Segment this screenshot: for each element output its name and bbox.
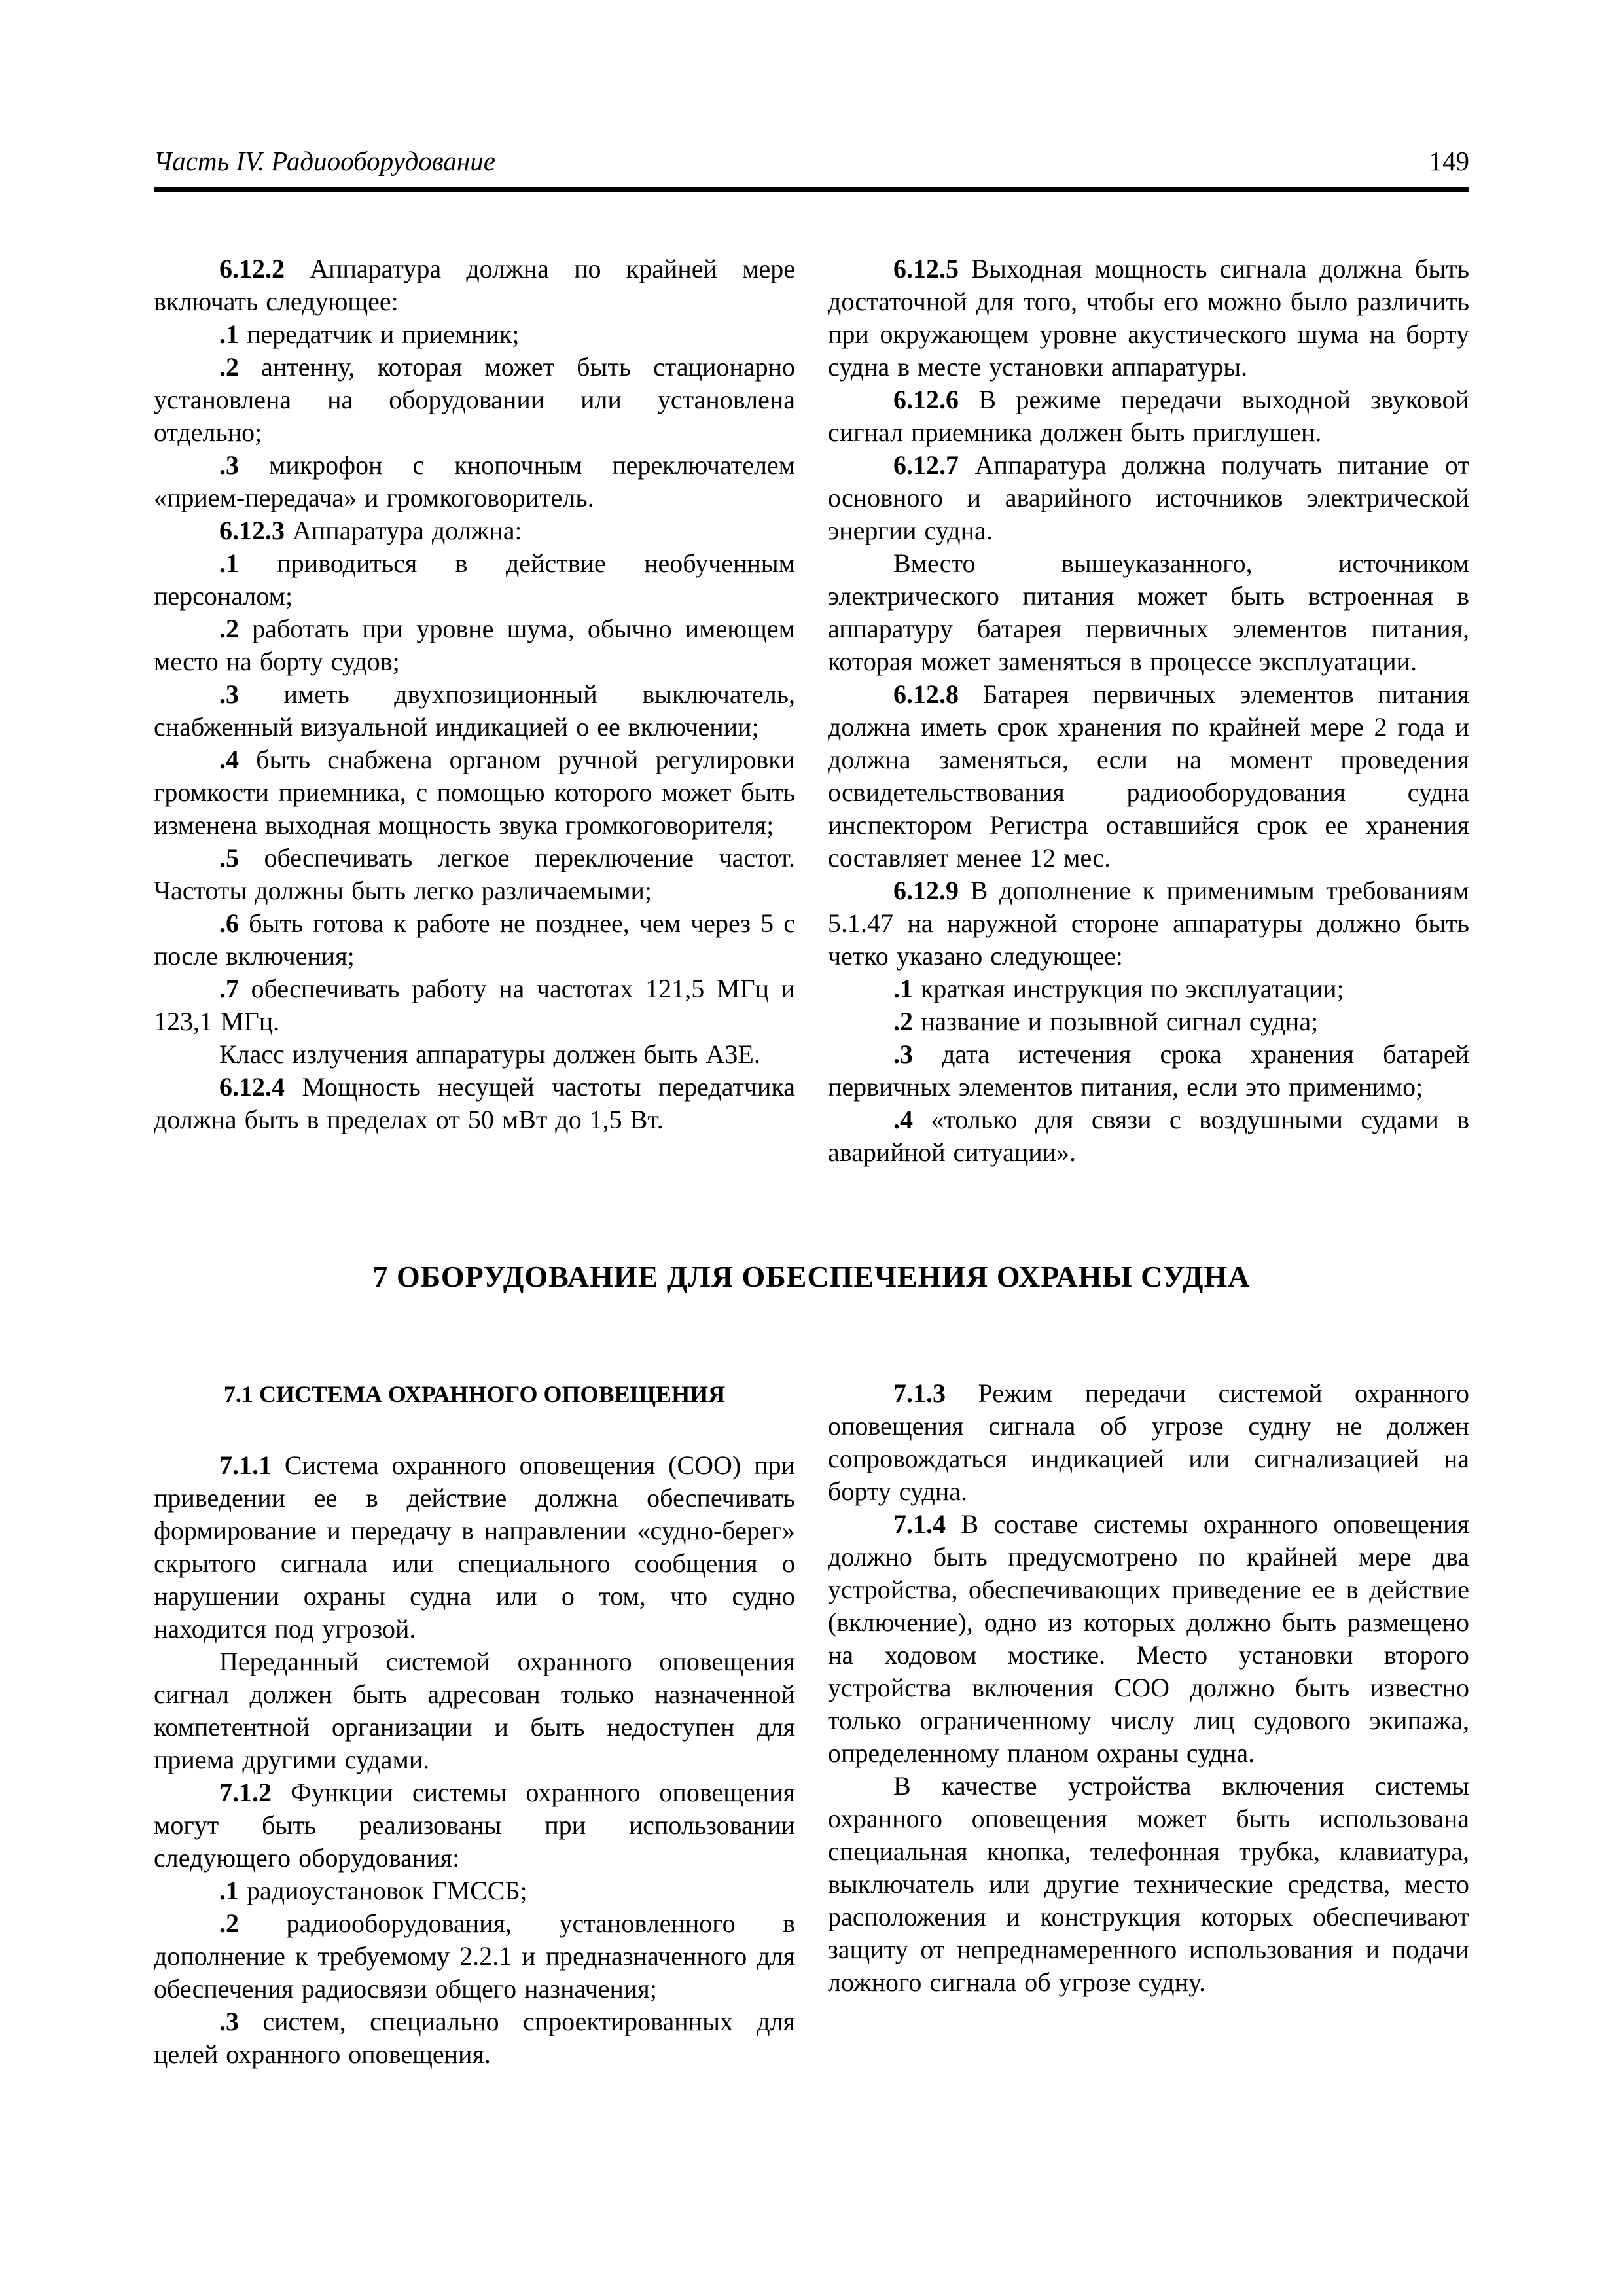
clause-number: 6.12.8 (893, 679, 959, 709)
paragraph: .2 название и позывной сигнал судна; (893, 1007, 1319, 1036)
clause-number: 7.1.2 (219, 1778, 272, 1807)
clause-number: .1 (219, 319, 239, 349)
clause-number: 6.12.2 (219, 254, 285, 283)
page-header (154, 145, 1469, 187)
clause-number: .3 (219, 450, 239, 480)
right-column-bottom (828, 1377, 1469, 2071)
bottom-section (154, 1377, 1469, 2071)
paragraph: .1 краткая инструкция по эксплуатации; (893, 974, 1344, 1003)
paragraph: 6.12.2 Аппаратура должна по крайней мере включать следующее: (154, 254, 795, 316)
clause-number: .2 (219, 1909, 239, 1938)
chapter-heading: 7 ОБОРУДОВАНИЕ ДЛЯ ОБЕСПЕЧЕНИЯ ОХРАНЫ СУДНА (372, 1260, 1251, 1293)
paragraph: Вместо вышеуказанного, источником электрического питания может быть встроенная в аппаратуру батарея первичных элементов питания, которая может заменяться в процессе эксплуатации. (828, 548, 1469, 676)
paragraph: .2 радиооборудования, установленного в дополнение к требуемому 2.2.1 и предназначенного для обеспечения радиосвязи общего назначения; (154, 1909, 795, 2003)
paragraph: 7.1.1 Система охранного оповещения (СОО) при приведении ее в действие должна обеспечивать формирование и передачу в направлении «судно-берег» скрытого сигнала или специального сообщения о нарушении охраны судна или о том, что судно находится под угрозой. (154, 1450, 795, 1643)
document-page (154, 0, 1469, 2071)
left-column-top (154, 253, 795, 1169)
clause-number: .4 (893, 1105, 913, 1134)
paragraph: 6.12.3 Аппаратура должна: (219, 516, 522, 545)
clause-number: 7.1.4 (893, 1509, 946, 1539)
paragraph: Класс излучения аппаратуры должен быть А3Е. (219, 1039, 760, 1069)
clause-number: .2 (893, 1007, 913, 1036)
paragraph: 6.12.5 Выходная мощность сигнала должна быть достаточной для того, чтобы его можно было различить при окружающем уровне акустического шума на борту судна в месте установки аппаратуры. (828, 254, 1469, 382)
left-column-bottom-paragraphs (154, 1449, 795, 2071)
page-number: 149 (1429, 146, 1469, 176)
left-column-bottom (154, 1377, 795, 2071)
paragraph: 6.12.9 В дополнение к применимым требованиям 5.1.47 на наружной стороне аппаратуры должно быть четко указано следующее: (828, 876, 1469, 971)
clause-number: 6.12.7 (893, 450, 959, 480)
paragraph: 7.1.2 Функции системы охранного оповещения могут быть реализованы при использовании следующего оборудования: (154, 1778, 795, 1873)
clause-number: 6.12.5 (893, 254, 959, 283)
clause-number: .2 (219, 352, 239, 382)
clause-number: .1 (219, 1876, 239, 1905)
clause-number: .3 (893, 1039, 913, 1069)
paragraph: .4 быть снабжена органом ручной регулировки громкости приемника, с помощью которого может быть изменена выходная мощность звука громкоговорителя; (154, 745, 795, 840)
paragraph: Переданный системой охранного оповещения сигнал должен быть адресован только назначенной компетентной организации и быть недоступен для приема другими судами. (154, 1647, 795, 1774)
clause-number: 6.12.6 (893, 385, 959, 414)
clause-number: 6.12.3 (219, 516, 285, 545)
clause-number: .3 (219, 679, 239, 709)
paragraph: .5 обеспечивать легкое переключение частот. Частоты должны быть легко различаемыми; (154, 843, 795, 905)
paragraph: .4 «только для связи с воздушными судами в аварийной ситуации». (828, 1105, 1469, 1167)
paragraph: .1 радиоустановок ГМССБ; (219, 1876, 527, 1905)
paragraph: .1 приводиться в действие необученным персоналом; (154, 548, 795, 611)
clause-number: .1 (219, 548, 239, 578)
clause-number: .5 (219, 843, 239, 872)
paragraph: 6.12.7 Аппаратура должна получать питание от основного и аварийного источников электрической энергии судна. (828, 450, 1469, 545)
paragraph: .2 антенну, которая может быть стационарно установлена на оборудовании или установлена отдельно; (154, 352, 795, 447)
paragraph: В качестве устройства включения системы охранного оповещения может быть использована специальная кнопка, телефонная трубка, клавиатура, выключатель или другие технические средства, место расположения и конструкция которых обеспечивают защиту от непреднамеренного использования и подачи ложного сигнала об угрозе судну. (828, 1771, 1469, 1997)
paragraph: .3 дата истечения срока хранения батарей первичных элементов питания, если это применимо; (828, 1039, 1469, 1102)
paragraph: 7.1.4 В составе системы охранного оповещения должно быть предусмотрено по крайней мере два устройства, обеспечивающих приведение ее в действие (включение), одно из которых должно быть размещено на ходовом мостике. Место установки второго устройства включения СОО должно быть известно только ограниченному числу лиц судового экипажа, определенному планом охраны судна. (828, 1509, 1469, 1768)
paragraph: 6.12.4 Мощность несущей частоты передатчика должна быть в пределах от 50 мВт до 1,5 Вт. (154, 1072, 795, 1134)
top-section (154, 253, 1469, 1169)
header-rule (154, 187, 1469, 192)
paragraph: .6 быть готова к работе не позднее, чем через 5 с после включения; (154, 908, 795, 971)
paragraph: 7.1.3 Режим передачи системой охранного оповещения сигнала об угрозе судну не должен сопровождаться индикацией или сигнализацией на борту судна. (828, 1378, 1469, 1506)
clause-number: .2 (219, 614, 239, 643)
paragraph: .2 работать при уровне шума, обычно имеющем место на борту судов; (154, 614, 795, 676)
clause-number: .3 (219, 2007, 239, 2036)
clause-number: 6.12.4 (219, 1072, 285, 1102)
clause-number: 7.1.3 (893, 1378, 946, 1408)
right-column-top (828, 253, 1469, 1169)
paragraph: .3 микрофон с кнопочным переключателем «прием-передача» и громкоговоритель. (154, 450, 795, 512)
subsection-heading: 7.1 СИСТЕМА ОХРАННОГО ОПОВЕЩЕНИЯ (223, 1381, 726, 1407)
clause-number: .7 (219, 974, 239, 1003)
paragraph: .1 передатчик и приемник; (219, 319, 520, 349)
paragraph: .3 иметь двухпозиционный выключатель, снабженный визуальной индикацией о ее включении; (154, 679, 795, 742)
clause-number: .1 (893, 974, 913, 1003)
clause-number: 6.12.9 (893, 876, 959, 905)
paragraph: 6.12.6 В режиме передачи выходной звуковой сигнал приемника должен быть приглушен. (828, 385, 1469, 447)
clause-number: .6 (219, 908, 239, 938)
clause-number: 7.1.1 (219, 1450, 272, 1480)
clause-number: .4 (219, 745, 239, 774)
running-title: Часть IV. Радиооборудование (154, 146, 495, 176)
paragraph: 6.12.8 Батарея первичных элементов питания должна иметь срок хранения по крайней мере 2 года и должна заменяться, если на момент проведения освидетельствования радиооборудования судна инспектором Регистра оставшийся срок ее хранения составляет менее 12 мес. (828, 679, 1469, 872)
paragraph: .3 систем, специально спроектированных для целей охранного оповещения. (154, 2007, 795, 2069)
paragraph: .7 обеспечивать работу на частотах 121,5 МГц и 123,1 МГц. (154, 974, 795, 1036)
